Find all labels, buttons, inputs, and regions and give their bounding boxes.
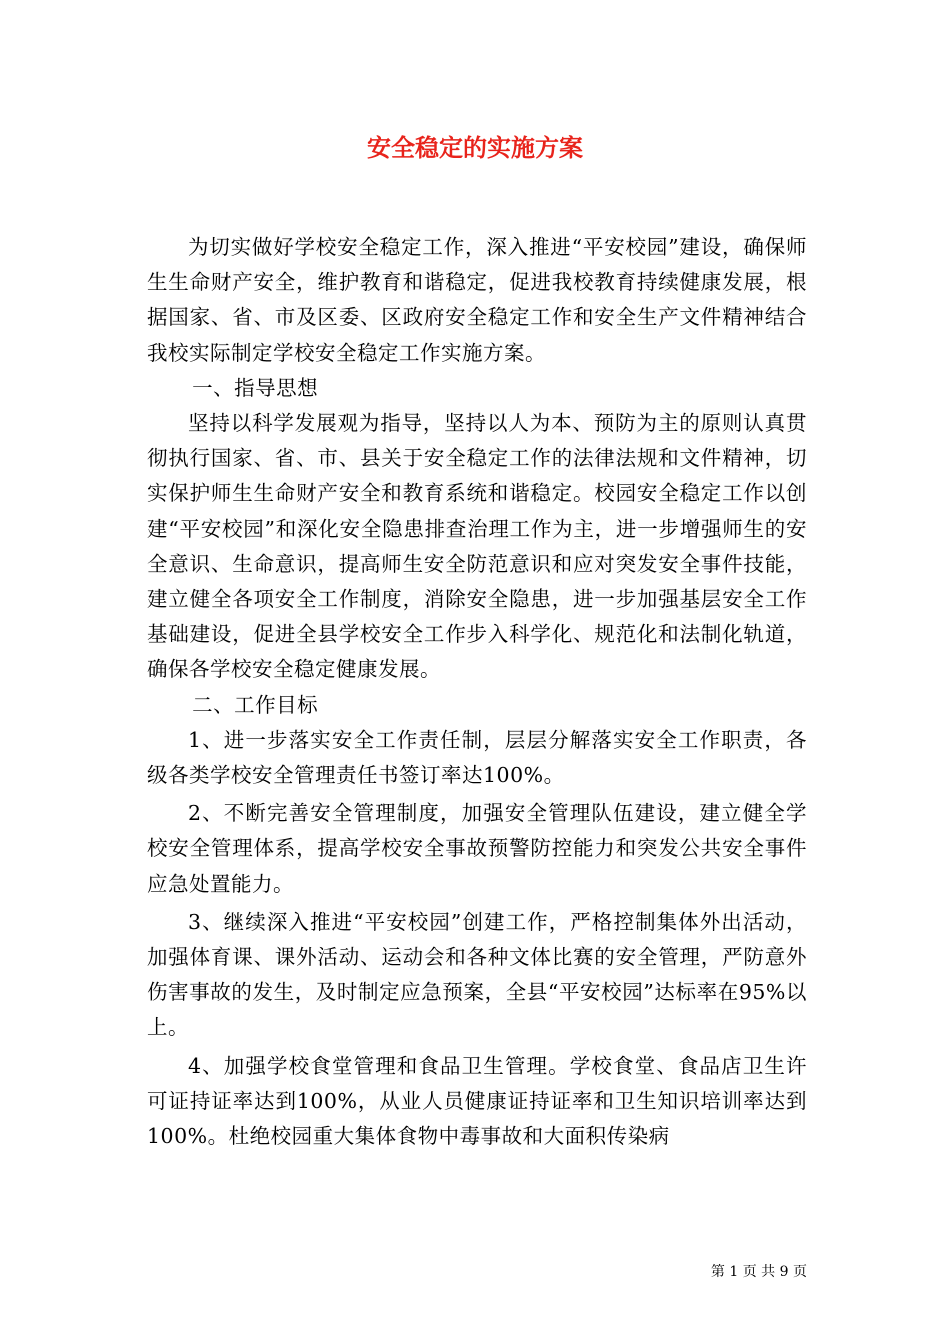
document-title: 安全稳定的实施方案 xyxy=(367,133,583,162)
document-body xyxy=(147,230,807,1154)
goal-item-2: 2、不断完善安全管理制度，加强安全管理队伍建设，建立健全学校安全管理体系，提高学校安全事故预警防控能力和突发公共安全事件应急处置能力。 xyxy=(147,801,807,896)
goal-item-3: 3、继续深入推进“平安校园”创建工作，严格控制集体外出活动，加强体育课、课外活动、运动会和各种文体比赛的安全管理，严防意外伤害事故的发生，及时制定应急预案，全县“平安校园”达标率在95%以上。 xyxy=(147,909,807,1040)
intro-paragraph: 为切实做好学校安全稳定工作，深入推进“平安校园”建设，确保师生生命财产安全，维护教育和谐稳定，促进我校教育持续健康发展，根据国家、省、市及区委、区政府安全稳定工作和安全生产文件精神结合我校实际制定学校安全稳定工作实施方案。 xyxy=(147,235,807,365)
section-heading-work-goals: 二、工作目标 xyxy=(192,692,319,717)
goal-item-4: 4、加强学校食堂管理和食品卫生管理。学校食堂、食品店卫生许可证持证率达到100%，从业人员健康证持证率和卫生知识培训率达到100%。杜绝校园重大集体食物中毒事故和大面积传染病 xyxy=(147,1053,807,1149)
goal-item-1: 1、进一步落实安全工作责任制，层层分解落实安全工作职责，各级各类学校安全管理责任书签订率达100%。 xyxy=(147,727,807,788)
guiding-ideology-paragraph: 坚持以科学发展观为指导，坚持以人为本、预防为主的原则认真贯彻执行国家、省、市、县关于安全稳定工作的法律法规和文件精神，切实保护师生生命财产安全和教育系统和谐稳定。校园安全稳定工作以创建“平安校园”和深化安全隐患排查治理工作为主，进一步增强师生的安全意识、生命意识，提高师生安全防范意识和应对突发安全事件技能，建立健全各项安全工作制度，消除安全隐患，进一步加强基层安全工作基础建设，促进全县学校安全工作步入科学化、规范化和法制化轨道，确保各学校安全稳定健康发展。 xyxy=(147,411,807,682)
page-number-footer: 第 1 页 共 9 页 xyxy=(710,1264,807,1280)
section-heading-guiding-ideology: 一、指导思想 xyxy=(192,375,319,400)
